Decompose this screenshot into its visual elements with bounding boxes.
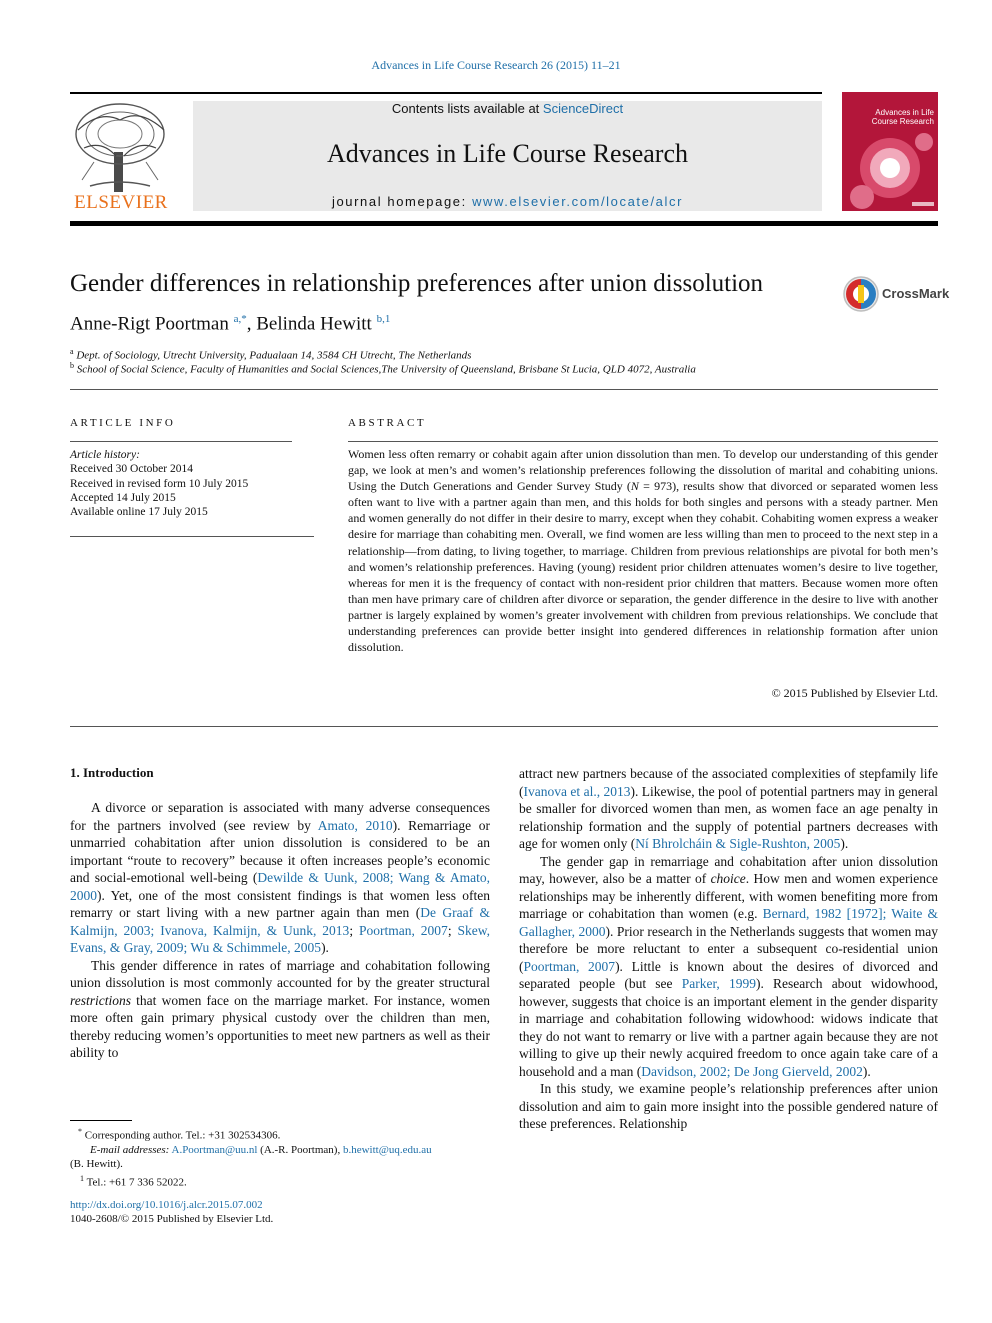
body-column-left <box>70 799 490 1062</box>
history-revised: Received in revised form 10 July 2015 <box>70 477 249 490</box>
body-text: ). <box>862 1063 871 1079</box>
paragraph <box>70 799 490 957</box>
affiliation-text: School of Social Science, Faculty of Humanities and Social Sciences,The University of Queensland, Brisbane St Lucia, QLD 4072, Australia <box>76 363 696 376</box>
citation-link[interactable]: Dewilde & Uunk, 2008; Wang & Amato, 2000 <box>70 870 490 903</box>
citation-link[interactable]: Bernard, 1982 [1972]; Waite & Gallagher, 2000 <box>519 906 938 939</box>
author-list <box>70 313 390 335</box>
footnote-text: Tel.: +61 7 336 52022. <box>86 1176 187 1189</box>
citation-link[interactable]: Parker, 1999 <box>681 976 756 991</box>
body-text: ). <box>321 940 329 955</box>
journal-citation[interactable]: Advances in Life Course Research 26 (2015) 11–21 <box>371 58 621 72</box>
email-link[interactable]: b.hewitt@uq.edu.au <box>342 1144 432 1157</box>
footnote-emails <box>70 1143 490 1157</box>
masthead-rule-bottom <box>70 221 938 226</box>
affiliation <box>70 347 471 362</box>
footnote-email-owner: (B. Hewitt). <box>70 1158 123 1171</box>
email-owner: (A.-R. Poortman), <box>257 1144 343 1157</box>
section-heading-introduction: 1. Introduction <box>70 765 154 780</box>
homepage-link[interactable]: www.elsevier.com/locate/alcr <box>472 194 684 209</box>
crossmark-badge[interactable] <box>842 275 950 313</box>
author-name: Belinda Hewitt <box>256 313 372 335</box>
footnote-1 <box>70 1172 490 1190</box>
body-text: ). Research about widowhood, however, suggests that choice is an important element in the gender disparity in marriage and cohabitation following widowhood: widows indicate that they do not want to remarry or live with a partner again because they are not willing to give up their newly acquired freedom to once again take care of a household and a man ( <box>519 976 938 1079</box>
abstract-n-symbol: N <box>630 479 639 494</box>
email-link[interactable]: A.Poortman@uu.nl <box>171 1144 258 1157</box>
paragraph <box>70 957 490 1062</box>
journal-homepage <box>193 194 822 209</box>
author-affil-sup[interactable]: b,1 <box>376 313 391 325</box>
paragraph <box>519 1080 938 1133</box>
abstract-text-part: = 973), results show that divorced or separated women less often want to live with a partner again than men, and this holds for both singles and persons with a steady partner. Men and women generally do not differ in their desire to marry, except when they cohabit. Cohabiting women express a weaker desire for marriage than cohabiting men. Overall, we find women are less willing than men to proceed to the next step in a relationship—from dating, to living together, to marriage. Children from previous relationships are pivotal for both men’s and women’s relationship preferences. Having (young) resident prior children attenuates women’s desire to live together, whereas for men it is the frequency of contact with non-resident prior children that matters. Because women more often than men have primary care of children after divorce or separation, the gender difference in the desire to live with another partner is largely explained by women’s greater involvement with children from previous relationships. We conclude that understanding preferences can provide better insight into gendered differences in relationship formation after union dissolution. <box>348 479 938 655</box>
publisher-logo-text: ELSEVIER <box>74 192 168 213</box>
crossmark-icon <box>842 275 880 313</box>
citation-link[interactable]: De Graaf & Kalmijn, 2003; Ivanova, Kalmijn, & Uunk, 2013 <box>70 905 490 938</box>
sciencedirect-link[interactable]: ScienceDirect <box>542 101 624 116</box>
body-text: ; <box>447 922 458 938</box>
citation-link[interactable]: Davidson, 2002; De Jong Gierveld, 2002 <box>641 1063 863 1079</box>
contents-line <box>193 101 822 116</box>
footnotes <box>70 1125 490 1190</box>
emphasis-text: choice <box>710 871 746 886</box>
crossmark-label: CrossMark <box>882 286 950 301</box>
footnote-corresponding <box>70 1125 490 1143</box>
abstract-text <box>348 446 938 655</box>
history-received: Received 30 October 2014 <box>70 463 193 476</box>
cover-title: Advances in Life Course Research <box>871 108 934 126</box>
article-title: Gender differences in relationship preferences after union dissolution <box>70 270 764 297</box>
body-text: This gender difference in rates of marriage and cohabitation following union dissolution is most commonly accounted for by the greater structural <box>70 957 490 990</box>
abstract-heading: ABSTRACT <box>348 417 427 429</box>
history-accepted: Accepted 14 July 2015 <box>70 491 176 504</box>
abstract-text-part: Women less often remarry or cohabit again after union dissolution than men. To develop our understanding of this gender gap, we look at men’s and women’s relationship preferences following the dissolution of marital and cohabiting unions. Using the Dutch Generations and Gender Survey Study ( <box>348 447 938 494</box>
body-text: ; <box>349 922 359 938</box>
journal-banner <box>193 101 822 211</box>
history-label: Article history: <box>70 449 140 461</box>
footnote-rule <box>70 1120 132 1121</box>
divider <box>70 726 938 727</box>
body-text: The gender gap in remarriage and cohabitation after union dissolution may, however, also be a matter of <box>519 853 938 886</box>
history-online: Available online 17 July 2015 <box>70 506 208 519</box>
body-text: ). Yet, one of the most consistent findings is that women less often remarry or start living with a new partner again than men ( <box>70 887 490 920</box>
body-text: ). Prior research in the Netherlands suggests that women may therefore be more reluctant to enter a subsequent co-residential union ( <box>519 923 938 974</box>
author-separator: , <box>246 313 257 335</box>
footnote-sup: 1 <box>80 1173 84 1183</box>
citation-link[interactable]: Poortman, 2007 <box>523 958 616 974</box>
divider <box>70 441 292 442</box>
body-text: that women face on the marriage market. For instance, women more often gain primary physical custody over the children than men, thereby reducing women’s opportunities to meet new partners as well as their ability to <box>70 992 490 1060</box>
body-text: attract new partners because of the associated complexities of stepfamily life ( <box>519 766 938 799</box>
abstract-copyright: © 2015 Published by Elsevier Ltd. <box>771 686 938 700</box>
citation-link[interactable]: Skew, Evans, & Gray, 2009; Wu & Schimmele, 2005 <box>70 922 490 955</box>
paragraph-continued <box>519 765 938 853</box>
divider <box>70 389 938 390</box>
contents-prefix: Contents lists available at <box>391 101 543 116</box>
paragraph <box>519 853 938 1081</box>
masthead-rule-top <box>70 92 822 94</box>
affiliation-sup: b <box>70 361 74 370</box>
article-info-heading: ARTICLE INFO <box>70 417 176 429</box>
body-text: . How men and women experience relationships may be inherently different, with women benefiting more from marriage or cohabitation than women (e.g. <box>519 871 938 921</box>
issn-line: 1040-2608/© 2015 Published by Elsevier Ltd. <box>70 1213 274 1226</box>
body-column-right <box>519 765 938 1133</box>
emphasis-text: restrictions <box>70 992 132 1008</box>
footnote-text: Corresponding author. Tel.: +31 302534306. <box>84 1129 281 1142</box>
body-text: In this study, we examine people’s relationship preferences after union dissolution and aim to gain more insight into the possible gendered nature of these preferences. Relationship <box>519 1081 938 1131</box>
affiliation <box>70 361 696 376</box>
doi-block <box>70 1198 273 1227</box>
elsevier-logo <box>70 100 172 212</box>
citation-link[interactable]: Ní Bhrolcháin & Sigle-Rushton, 2005 <box>635 836 841 851</box>
affiliation-sup: a <box>70 347 74 356</box>
journal-title: Advances in Life Course Research <box>327 139 688 168</box>
email-label: E-mail addresses: <box>90 1144 170 1157</box>
homepage-prefix: journal homepage: <box>331 194 473 209</box>
body-text: ). <box>840 836 849 851</box>
article-history <box>70 448 310 519</box>
body-text: ). Likewise, the pool of potential partners may in general be smaller for divorced women than men, as women face an age penalty in relationship formation and the supply of potential partners decreases with age for women only ( <box>519 783 938 851</box>
journal-cover-image[interactable] <box>842 92 938 211</box>
citation-link[interactable]: Poortman, 2007 <box>359 922 448 938</box>
body-text: A divorce or separation is associated with many adverse consequences for the partners involved (see review by <box>70 800 490 833</box>
footnote-sup: * <box>78 1127 82 1136</box>
affiliation-text: Dept. of Sociology, Utrecht University, Padualaan 14, 3584 CH Utrecht, The Netherlands <box>76 349 472 362</box>
divider <box>70 536 314 537</box>
citation-link[interactable]: Ivanova et al., 2013 <box>523 783 631 799</box>
author-affil-sup[interactable]: a,* <box>233 313 247 325</box>
body-text: ). Little is known about the desires of divorced and separated people (but see <box>519 958 938 991</box>
doi-link[interactable]: http://dx.doi.org/10.1016/j.alcr.2015.07.002 <box>70 1199 263 1211</box>
divider <box>348 441 938 442</box>
author-name: Anne-Rigt Poortman <box>70 313 229 335</box>
citation-link[interactable]: Amato, 2010 <box>317 817 393 833</box>
body-text: ). Remarriage or unmarried cohabitation after union dissolution is considered to be an important “route to recovery” because it often increases people’s economic and social-emotional well-being ( <box>70 817 490 885</box>
